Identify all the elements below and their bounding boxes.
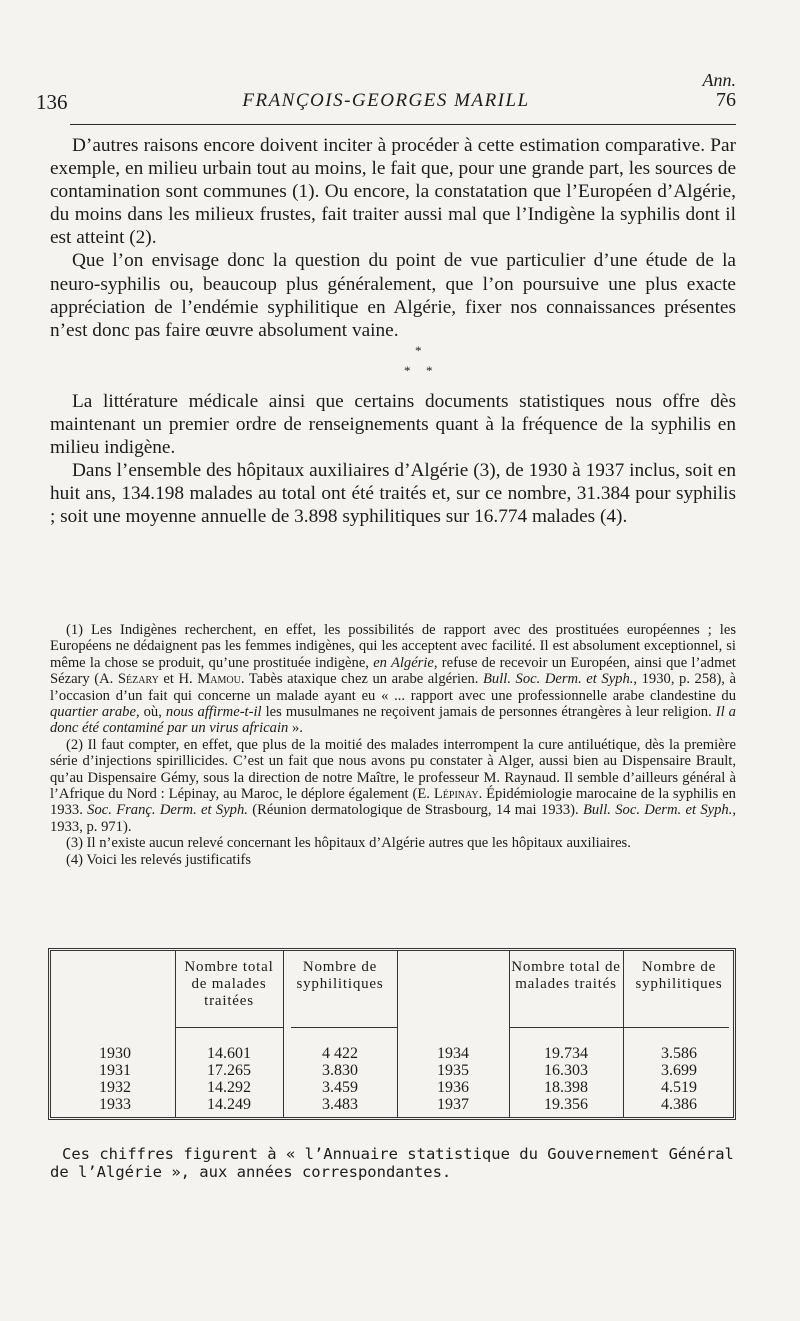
header-rule [175,1027,283,1028]
footnote-3: (3) Il n’existe aucun relevé concernant les hôpitaux d’Algérie autres que les hôpitaux auxiliaires. [66,835,631,852]
year-cell: 1937 [437,1096,469,1113]
footnotes [50,622,736,868]
total-cell: 14.292 [207,1079,251,1096]
syph-cell: 4 422 [322,1045,358,1062]
header-syph-1930-1933: Nombre de syphilitiques [296,959,384,992]
year-cell: 1934 [437,1045,469,1062]
header-rule [291,1027,397,1028]
footnote-2: (2) Il faut compter, en effet, que plus de la moitié des malades interrompent la cure antiluétique, dès la première série d’injections spirillicides. C’est un fait que nous avons pu constater à Alger, aussi bien au Dispensaire Brault, qu’au Dispensaire Gémy, sous la direction de notre Maître, le professeur M. Raynaud. Il semble d’ailleurs général à l’Afrique du Nord : Lépinay, au Maroc, le déplore également (E. Lépinay. Épidémiologie marocaine de la syphilis en 1933. Soc. Franç. Derm. et Syph. (Réunion dermatologique de Strasbourg, 14 mai 1933). Bull. Soc. Derm. et Syph., 1933, p. 971). [50,736,737,835]
asterisk: * [404,362,411,378]
year-cell: 1931 [99,1062,131,1079]
annee-marker [703,70,737,110]
total-cell: 16.303 [544,1062,588,1079]
main-text [50,134,736,528]
syph-cell: 3.459 [322,1079,358,1096]
asterisk: * [415,342,422,358]
header-rule [623,1027,729,1028]
total-cell: 14.601 [207,1045,251,1062]
total-cell: 14.249 [207,1096,251,1113]
total-cell: 19.356 [544,1096,588,1113]
paragraph: Que l’on envisage donc la question du point de vue particulier d’une étude de la neuro-syphilis ou, beaucoup plus généralement, que l’on poursuive une plus exacte appréciation de l’endémie syphilitique en Algérie, fixer nos connaissances présentes n’est donc pas faire œuvre absolument vaine. [50,250,736,341]
running-head: FRANÇOIS-GEORGES MARILL [242,90,530,111]
section-separator [50,344,736,378]
annee-label: Ann. [702,70,736,90]
total-cell: 19.734 [544,1045,588,1062]
asterisk: * [426,362,433,378]
page-number: 136 [36,90,68,114]
paragraph: La littérature médicale ainsi que certains documents statistiques nous offre dès maintenant un premier ordre de renseignements quant à la fréquence de la syphilis en milieu indigène. [50,390,736,459]
syph-cell: 4.386 [661,1096,697,1113]
syph-cell: 3.699 [661,1062,697,1079]
syph-cell: 4.519 [661,1079,697,1096]
year-cell: 1933 [99,1096,131,1113]
syph-cell: 3.586 [661,1045,697,1062]
syph-cell: 3.830 [322,1062,358,1079]
source-note-text: Ces chiffres figurent à « l’Annuaire statistique du Gouvernement Général de l’Algérie », aux années correspondantes. [50,1145,734,1181]
header-total-1930-1933: Nombre total de malades traitées [184,959,274,1009]
footnote-4: (4) Voici les relevés justificatifs [66,851,252,868]
header-rule [70,124,736,125]
table-source-note [50,1145,736,1181]
total-cell: 18.398 [544,1079,588,1096]
statistics-table [48,948,736,1120]
paragraph: D’autres raisons encore doivent inciter à procéder à cette estimation comparative. Par exemple, en milieu urbain tout au moins, le fait que, pour une grande part, les sources de contamination sont communes (1). Ou encore, la constatation que l’Européen d’Algérie, du moins dans les milieux frustes, fait traiter aussi mal que l’Indigène la syphilis dont il est atteint (2). [50,135,736,249]
header-total-1934-1937: Nombre total de malades traités [511,959,621,992]
syph-cell: 3.483 [322,1096,358,1113]
annee-number: 76 [716,89,736,111]
footnote-1: (1) Les Indigènes recherchent, en effet, les possibilités de rapport avec des prostituées européennes ; les Européens ne dédaignent pas les femmes indigènes, qui les acceptent avec facilité. Il est absolument exceptionnel, si même la chose se produit, qu’une prostituée indigène, en Algérie, refuse de recevoir un Européen, ainsi que l’admet Sézary (A. Sézary et H. Mamou. Tabès ataxique chez un arabe algérien. Bull. Soc. Derm. et Syph., 1930, p. 258), à l’occasion d’un fait qui concerne un malade ayant eu « ... rapport avec une professionnelle arabe clandestine du quartier arabe, où, nous affirme-t-il les musulmanes ne reçoivent jamais de personnes étrangères à leur religion. Il a donc été contaminé par un virus africain ». [50,622,737,737]
year-cell: 1932 [99,1079,131,1096]
header-syph-1934-1937: Nombre de syphilitiques [635,959,723,992]
paragraph: Dans l’ensemble des hôpitaux auxiliaires d’Algérie (3), de 1930 à 1937 inclus, soit en huit ans, 134.198 malades au total ont été traités et, sur ce nombre, 31.384 pour syphilis ; soit une moyenne annuelle de 3.898 syphilitiques sur 16.774 malades (4). [50,460,736,528]
year-cell: 1936 [437,1079,469,1096]
year-cell: 1930 [99,1045,131,1062]
total-cell: 17.265 [207,1062,251,1079]
page-header [36,70,736,122]
year-cell: 1935 [437,1062,469,1079]
header-rule [509,1027,623,1028]
